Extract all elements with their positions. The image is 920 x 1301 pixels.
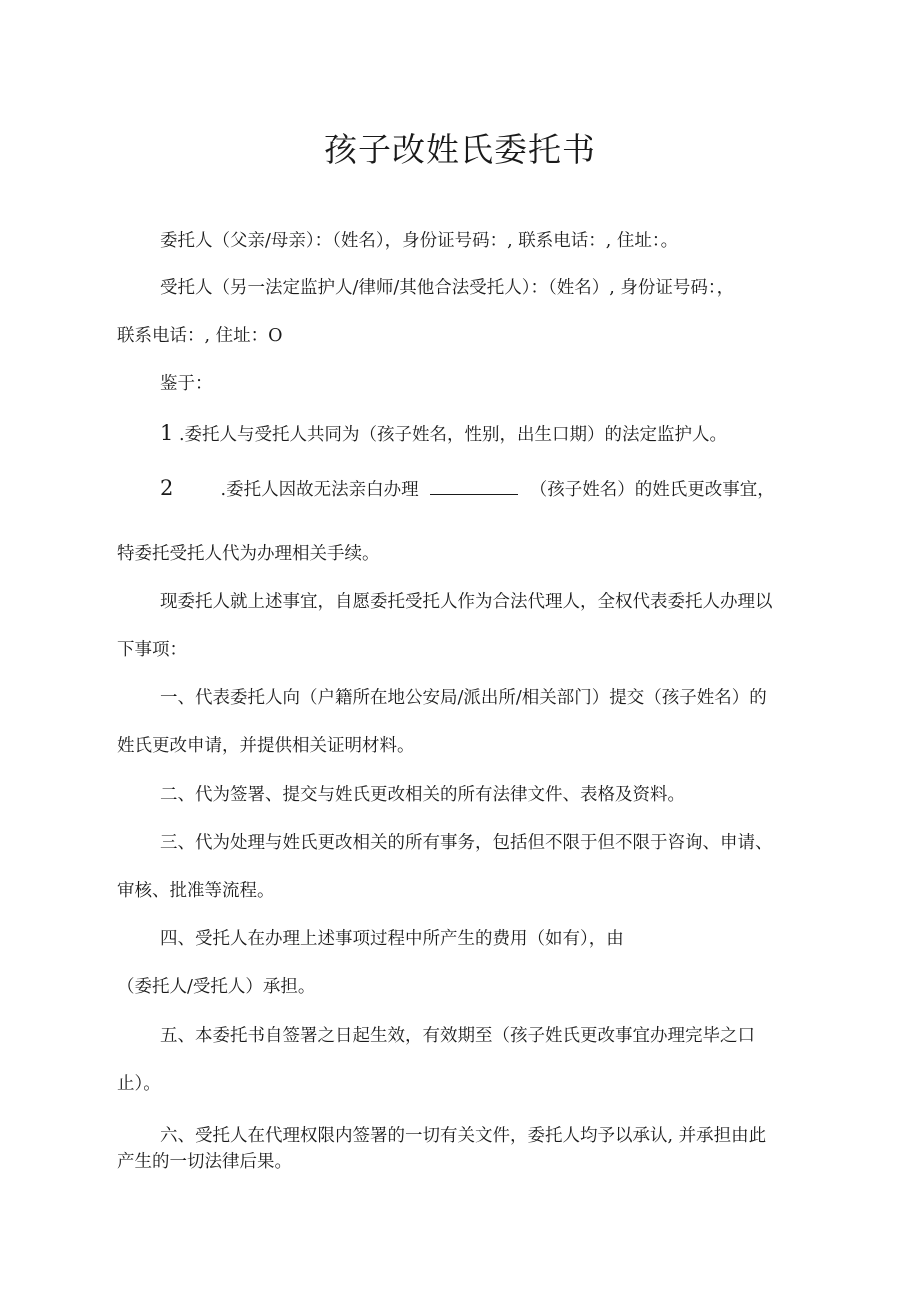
- clause-4-line1: 四、受托人在办理上述事项过程中所产生的费用（如有），由: [160, 929, 624, 949]
- item-text-pre: .委托人因故无法亲白办理: [220, 480, 419, 500]
- fill-blank: [430, 478, 518, 495]
- delegation-line2: 下事项：: [117, 640, 187, 660]
- delegation-line1: 现委托人就上述事宜，自愿委托受托人作为合法代理人，全权代表委托人办理以: [160, 592, 773, 612]
- document-title: 孩子改姓氏委托书: [324, 130, 596, 169]
- item-text-post: （孩子姓名）的姓氏更改事宜，: [529, 480, 775, 500]
- principal-info: 委托人（父亲/母亲）：（姓名），身份证号码：, 联系电话：, 住址：。: [160, 231, 679, 251]
- clause-5-line1: 五、本委托书自签署之日起生效，有效期至（孩子姓氏更改事宜办理完毕之口: [160, 1026, 755, 1046]
- item-number: 1: [160, 421, 174, 445]
- clause-2: 二、代为签署、提交与姓氏更改相关的所有法律文件、表格及资料。: [160, 785, 685, 805]
- clause-6-line2: 产生的一切法律后果。: [117, 1152, 292, 1172]
- agent-info-line2: 联系电话：, 住址：O: [117, 326, 283, 346]
- clause-3-line1: 三、代为处理与姓氏更改相关的所有事务，包括但不限于但不限于咨询、申请、: [160, 833, 773, 853]
- clause-4-line2: （委托人/受托人）承担。: [117, 977, 316, 997]
- clause-5-line2: 止）。: [117, 1074, 161, 1094]
- whereas-item-2: [160, 476, 775, 502]
- clause-1-line2: 姓氏更改申请，并提供相关证明材料。: [117, 736, 415, 756]
- item-number: 2: [160, 476, 174, 500]
- whereas-item-2-cont: 特委托受托人代为办理相关手续。: [117, 544, 380, 564]
- agent-info-line1: 受托人（另一法定监护人/律师/其他合法受托人）：（姓名）, 身份证号码：，: [160, 278, 735, 298]
- whereas-item-1: [160, 421, 727, 447]
- clause-6-line1: 六、受托人在代理权限内签署的一切有关文件，委托人均予以承认, 并承担由此: [160, 1126, 767, 1146]
- clause-1-line1: 一、代表委托人向（户籍所在地公安局/派出所/相关部门）提交（孩子姓名）的: [160, 688, 767, 708]
- item-text: .委托人与受托人共同为（孩子姓名，性别，出生口期）的法定监护人。: [178, 425, 728, 445]
- whereas-heading: 鉴于：: [160, 374, 213, 394]
- clause-3-line2: 审核、批准等流程。: [117, 881, 275, 901]
